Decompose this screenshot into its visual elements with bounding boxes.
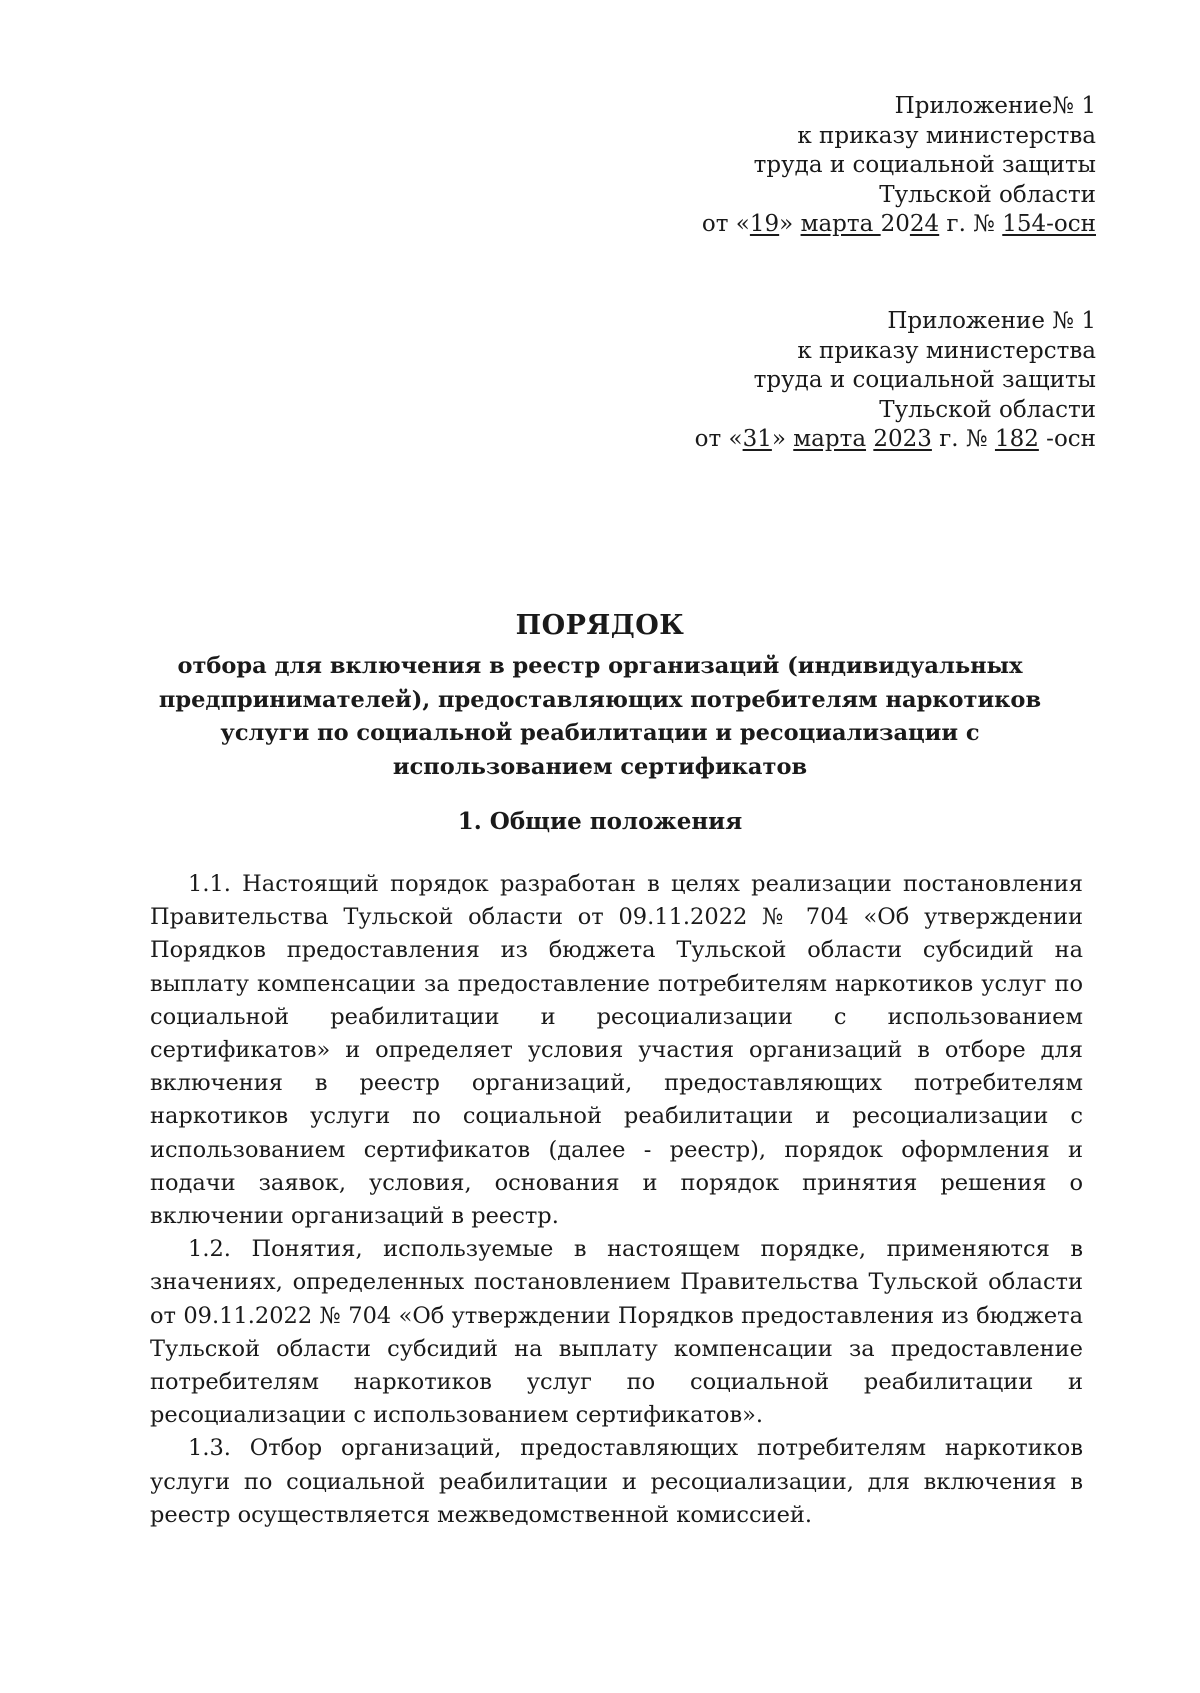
date-year: 2023 [873,426,932,452]
approval-line: труда и социальной защиты [753,152,1096,178]
date-month: марта [793,426,867,452]
paragraph-1-1: 1.1. Настоящий порядок разработан в целях реализации постановления Правительства Тульской области от 09.11.2022 № 704 «Об утверждении Порядков предоставления из бюджета Тульской области субсидий на выплату компенсации за предоставление потребителям наркотиков услуг по социальной реабилитации и ресоциализации с использованием сертификатов» и определяет условия участия организаций в отборе для включения в реестр организаций, предоставляющих потребителям наркотиков услуги по социальной реабилитации и ресоциализации с использованием сертификатов (далее - реестр), порядок оформления и подачи заявок, условия, основания и порядок принятия решения о включении организаций в реестр. [150,871,1083,1230]
year-unit: г. № [939,211,1003,237]
paragraph-1-2: 1.2. Понятия, используемые в настоящем порядке, применяются в значениях, определенных постановлением Правительства Тульской области от 09.11.2022 № 704 «Об утверждении Порядков предоставления из бюджета Тульской области субсидий на выплату компенсации за предоставление потребителям наркотиков услуг по социальной реабилитации и ресоциализации с использованием сертификатов». [150,1236,1083,1429]
order-number: 154-осн [1002,211,1096,237]
date-prefix: от « [701,211,750,237]
approval-line: Приложение № 1 [887,308,1096,334]
approval-line: Тульской области [879,396,1096,423]
approval-line: к приказу министерства [797,337,1096,364]
year-unit: г. № [931,426,995,452]
approval-stamp-current [702,92,1096,240]
approval-line: Тульской области [879,181,1096,208]
date-month: марта [800,211,881,237]
date-day: 31 [742,426,772,452]
date-day-close: » [771,426,794,452]
order-number-suffix: -осн [1038,426,1096,452]
date-day-close: » [779,211,801,237]
document-title-block [120,608,1080,784]
approval-line: к приказу министерства [797,122,1096,149]
date-day: 19 [749,211,780,237]
approval-line: труда и социальной защиты [753,367,1096,393]
date-year-prefix: 20 [880,211,910,237]
document-body [150,868,1083,1532]
document-title: ПОРЯДОК [515,610,685,641]
approval-date-line [702,210,1096,240]
paragraph-1-3: 1.3. Отбор организаций, предоставляющих потребителям наркотиков услуги по социальной реабилитации и ресоциализации, для включения в реестр осуществляется межведомственной комиссией. [150,1435,1083,1528]
approval-line: Приложение№ 1 [894,93,1096,119]
approval-stamp-previous [695,307,1096,455]
section-heading: 1. Общие положения [457,808,743,835]
date-year-suffix: 24 [909,211,940,237]
approval-date-line [695,425,1096,455]
order-number: 182 [994,426,1039,452]
document-subtitle: отбора для включения в реестр организаций (индивидуальных предпринимателей), предоставляющих потребителям наркотиков услуги по социальной реабилитации и ресоциализации с использованием сертификатов [158,653,1042,780]
date-prefix: от « [694,426,743,452]
